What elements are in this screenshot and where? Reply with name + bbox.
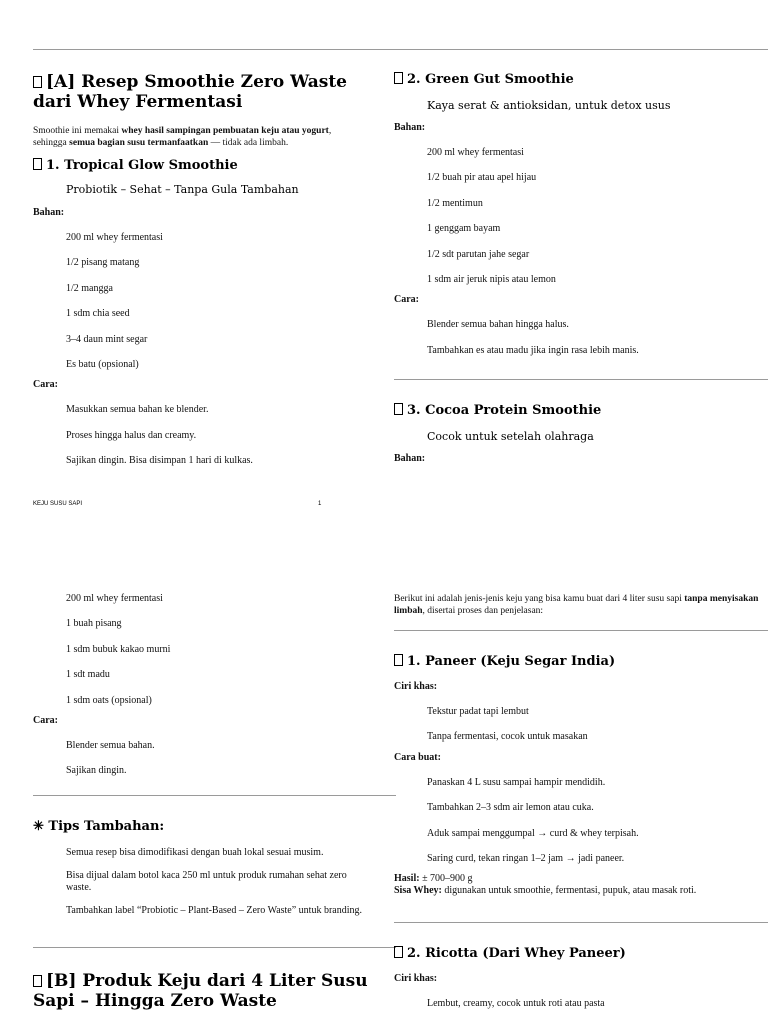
bahan-label: Bahan: <box>33 207 65 218</box>
step-item: Tambahkan es atau madu jika ingin rasa lebih manis. <box>427 344 639 356</box>
page1-left-column <box>33 72 363 481</box>
smoothie-1-ingredients <box>33 232 363 384</box>
tips-title: ✳ Tips Tambahan: <box>33 819 165 834</box>
paneer-title: 1. Paneer (Keju Segar India) <box>394 653 768 671</box>
ingredient-item: Es batu (opsional) <box>66 358 139 370</box>
missing-glyph-icon <box>33 76 42 88</box>
intro-segment: , sehingga <box>33 126 332 148</box>
ingredient-item: 1 sdt madu <box>66 669 110 681</box>
ricotta-section <box>394 945 768 1023</box>
divider <box>394 630 768 631</box>
footer-page-number: 1 <box>318 501 322 507</box>
divider <box>394 379 768 380</box>
smoothie-3-header <box>394 402 768 464</box>
cara-buat-label: Cara buat: <box>394 751 441 763</box>
divider <box>33 947 396 948</box>
ciri-khas-label: Ciri khas: <box>394 681 438 692</box>
smoothie-2-subtitle: Kaya serat & antioksidan, untuk detox usus <box>427 99 671 112</box>
sisa-whey-line: Sisa Whey: digunakan untuk smoothie, fermentasi, pupuk, atau masak roti. <box>394 885 697 897</box>
ciri-khas-label: Ciri khas: <box>394 973 438 984</box>
ingredient-item: 1/2 mentimun <box>427 197 483 209</box>
tip-item: Tambahkan label “Probiotic – Plant-Based – Zero Waste” untuk branding. <box>66 905 363 916</box>
step-item: Panaskan 4 L susu sampai hampir mendidih. <box>427 776 606 788</box>
intro-segment: semua bagian susu termanfaatkan <box>69 138 209 148</box>
tip-item: Bisa dijual dalam botol kaca 250 ml untuk produk rumahan sehat zero waste. <box>66 870 347 893</box>
smoothie-2-steps <box>394 319 768 370</box>
hasil-line: Hasil: ± 700–900 g <box>394 873 473 885</box>
section-b-header <box>33 971 373 1011</box>
intro-segment: tanpa menyisakan limbah <box>394 594 759 616</box>
missing-glyph-icon <box>394 72 403 84</box>
ingredient-item: 1 sdm chia seed <box>66 308 130 320</box>
tips-section <box>33 818 363 928</box>
paneer-steps <box>394 777 768 879</box>
cara-label: Cara: <box>394 294 419 306</box>
section-a-title: [A] Resep Smoothie Zero Waste dari Whey Fermentasi <box>33 72 347 112</box>
missing-glyph-icon <box>394 403 403 415</box>
section-b-title: [B] Produk Keju dari 4 Liter Susu Sapi – Hingga Zero Waste <box>33 971 368 1011</box>
tip-item: Semua resep bisa dimodifikasi dengan buah lokal sesuai musim. <box>66 847 324 858</box>
ingredient-item: 1 sdm air jeruk nipis atau lemon <box>427 273 556 285</box>
ingredient-item: 1 genggam bayam <box>427 223 501 235</box>
paneer-traits <box>394 706 768 757</box>
missing-glyph-icon <box>33 975 42 987</box>
intro-segment: whey hasil sampingan pembuatan keju atau yogurt <box>121 126 329 136</box>
ingredient-item: 1/2 pisang matang <box>66 257 140 269</box>
smoothie-1-title: 1. Tropical Glow Smoothie <box>33 157 363 175</box>
trait-item: Tekstur padat tapi lembut <box>427 706 529 717</box>
smoothie-2-ingredients <box>394 147 768 299</box>
step-item: Blender semua bahan. <box>66 739 155 751</box>
step-item: Aduk sampai menggumpal → curd & whey terpisah. <box>427 827 639 839</box>
step-item: Blender semua bahan hingga halus. <box>427 319 569 331</box>
ingredient-item: 200 ml whey fermentasi <box>66 232 163 243</box>
step-item: Sajikan dingin. <box>66 765 127 777</box>
page2-left-column <box>33 593 363 791</box>
smoothie-1-subtitle: Probiotik – Sehat – Tanpa Gula Tambahan <box>66 183 299 196</box>
smoothie-3-title: 3. Cocoa Protein Smoothie <box>394 402 768 420</box>
step-item: Proses hingga halus dan creamy. <box>66 429 197 441</box>
bahan-label: Bahan: <box>394 453 426 464</box>
cara-label: Cara: <box>33 714 58 726</box>
step-item: Masukkan semua bahan ke blender. <box>66 404 209 416</box>
ingredient-item: 200 ml whey fermentasi <box>66 593 163 604</box>
smoothie-3-steps <box>33 740 363 791</box>
missing-glyph-icon <box>394 654 403 666</box>
ingredient-item: 1/2 mangga <box>66 282 113 294</box>
ingredient-item: 1 sdm oats (opsional) <box>66 694 152 706</box>
footer-left: KEJU SUSU SAPI <box>33 501 83 507</box>
ingredient-item: 1/2 sdt parutan jahe segar <box>427 248 530 260</box>
paneer-section <box>394 653 768 897</box>
page1-right-column <box>394 71 768 370</box>
divider <box>394 922 768 923</box>
smoothie-3-ingredients <box>33 593 363 720</box>
ingredient-item: 200 ml whey fermentasi <box>427 147 524 158</box>
ingredient-item: 1/2 buah pir atau apel hijau <box>427 172 537 184</box>
intro-segment: , disertai proses dan penjelasan: <box>422 606 544 616</box>
ingredient-item: 1 buah pisang <box>66 618 122 630</box>
missing-glyph-icon <box>33 158 42 170</box>
intro-segment: Smoothie ini memakai <box>33 126 122 136</box>
step-item: Saring curd, tekan ringan 1–2 jam → jadi paneer. <box>427 852 625 864</box>
step-item: Tambahkan 2–3 sdm air lemon atau cuka. <box>427 802 594 814</box>
tips-list <box>33 847 363 917</box>
intro-segment: Berikut ini adalah jenis-jenis keju yang bisa kamu buat dari 4 liter susu sapi <box>394 594 685 604</box>
ricotta-traits <box>394 998 768 1023</box>
section-a-intro <box>33 125 363 149</box>
missing-glyph-icon <box>394 946 403 958</box>
smoothie-2-title: 2. Green Gut Smoothie <box>394 71 768 89</box>
divider <box>33 795 396 796</box>
intro-segment: — tidak ada limbah. <box>208 138 289 148</box>
trait-item: Lembut, creamy, cocok untuk roti atau pasta <box>427 998 605 1009</box>
section-b-intro <box>394 593 768 617</box>
ricotta-title: 2. Ricotta (Dari Whey Paneer) <box>394 945 768 963</box>
smoothie-3-subtitle: Cocok untuk setelah olahraga <box>427 430 594 443</box>
trait-item: Tanpa fermentasi, cocok untuk masakan <box>427 731 588 743</box>
page-top-rule <box>33 49 768 50</box>
bahan-label: Bahan: <box>394 122 426 133</box>
step-item: Sajikan dingin. Bisa disimpan 1 hari di kulkas. <box>66 455 253 467</box>
smoothie-1-steps <box>33 404 363 480</box>
ingredient-item: 1 sdm bubuk kakao murni <box>66 643 171 655</box>
page2-right-column <box>394 593 768 617</box>
cara-label: Cara: <box>33 379 58 391</box>
ingredient-item: 3–4 daun mint segar <box>66 333 148 345</box>
